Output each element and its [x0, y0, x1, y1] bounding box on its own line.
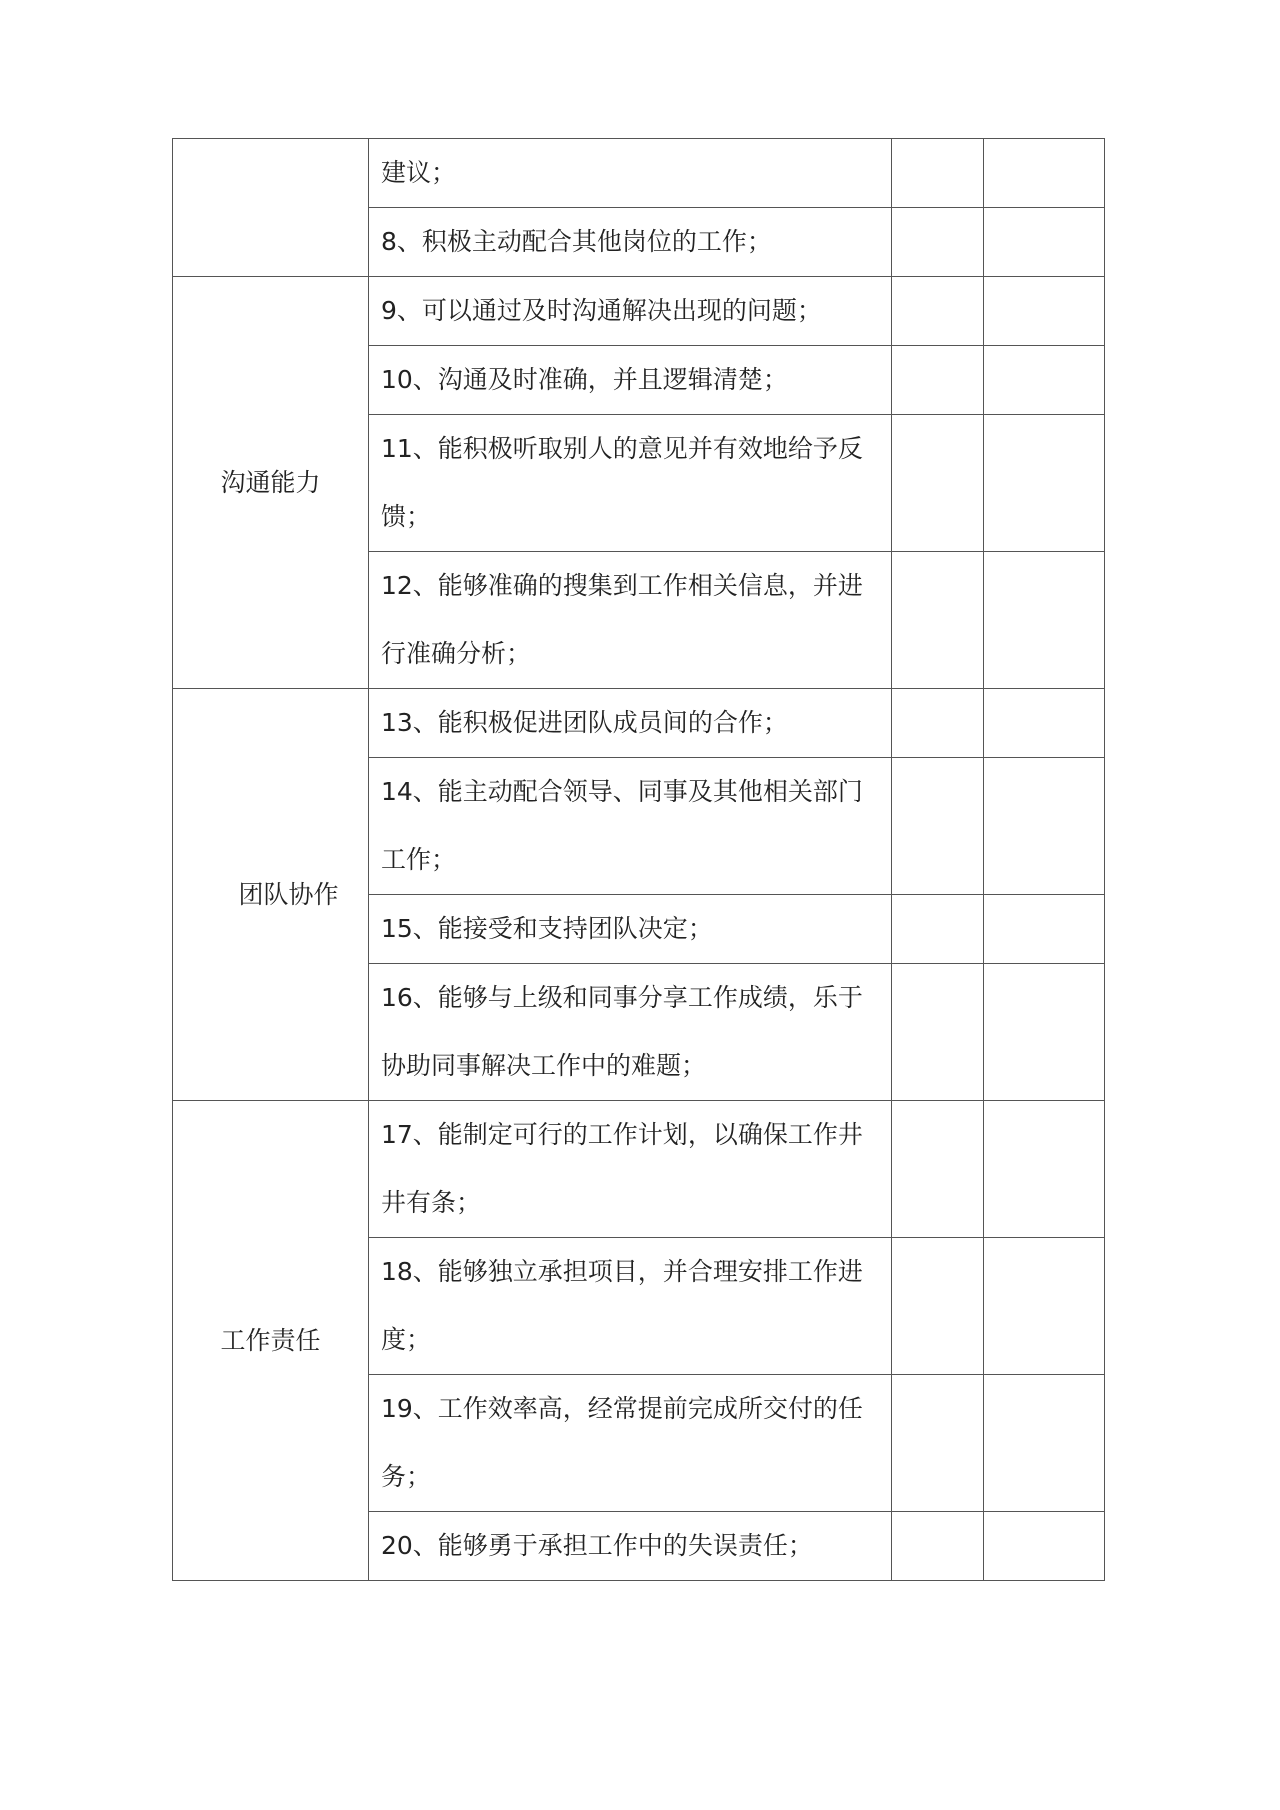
item-cell: 14、能主动配合领导、同事及其他相关部门工作；	[369, 758, 892, 895]
score-cell-2	[984, 895, 1105, 964]
item-cell: 11、能积极听取别人的意见并有效地给予反馈；	[369, 415, 892, 552]
category-cell	[173, 277, 369, 689]
score-cell-2	[984, 415, 1105, 552]
score-cell-1	[892, 964, 984, 1101]
score-cell-1	[892, 1238, 984, 1375]
table-row	[173, 1101, 1105, 1238]
score-cell-1	[892, 1375, 984, 1512]
score-cell-1	[892, 895, 984, 964]
score-cell-2	[984, 758, 1105, 895]
score-cell-1	[892, 689, 984, 758]
score-cell-1	[892, 139, 984, 208]
score-cell-1	[892, 1512, 984, 1581]
score-cell-2	[984, 1375, 1105, 1512]
category-label: 团队协作	[238, 879, 339, 909]
category-cell	[173, 689, 369, 1101]
score-cell-1	[892, 415, 984, 552]
score-cell-2	[984, 1101, 1105, 1238]
score-cell-1	[892, 277, 984, 346]
table-row	[173, 689, 1105, 758]
score-cell-2	[984, 139, 1105, 208]
score-cell-2	[984, 552, 1105, 689]
item-cell: 9、可以通过及时沟通解决出现的问题；	[369, 277, 892, 346]
score-cell-1	[892, 346, 984, 415]
score-cell-2	[984, 346, 1105, 415]
item-cell: 19、工作效率高，经常提前完成所交付的任务；	[369, 1375, 892, 1512]
table-row	[173, 139, 1105, 208]
score-cell-2	[984, 964, 1105, 1101]
score-cell-2	[984, 208, 1105, 277]
item-cell: 13、能积极促进团队成员间的合作；	[369, 689, 892, 758]
score-cell-2	[984, 1238, 1105, 1375]
score-cell-1	[892, 1101, 984, 1238]
score-cell-2	[984, 277, 1105, 346]
category-label: 沟通能力	[220, 467, 321, 497]
table-row	[173, 277, 1105, 346]
score-cell-2	[984, 1512, 1105, 1581]
category-label: 工作责任	[220, 1325, 321, 1355]
category-cell	[173, 1101, 369, 1581]
item-cell: 17、能制定可行的工作计划，以确保工作井井有条；	[369, 1101, 892, 1238]
item-cell: 20、能够勇于承担工作中的失误责任；	[369, 1512, 892, 1581]
score-cell-2	[984, 689, 1105, 758]
item-cell: 8、积极主动配合其他岗位的工作；	[369, 208, 892, 277]
item-cell: 10、沟通及时准确，并且逻辑清楚；	[369, 346, 892, 415]
item-cell: 18、能够独立承担项目，并合理安排工作进度；	[369, 1238, 892, 1375]
score-cell-1	[892, 208, 984, 277]
category-cell	[173, 139, 369, 277]
item-cell: 16、能够与上级和同事分享工作成绩，乐于协助同事解决工作中的难题；	[369, 964, 892, 1101]
score-cell-1	[892, 552, 984, 689]
item-cell: 12、能够准确的搜集到工作相关信息，并进行准确分析；	[369, 552, 892, 689]
score-cell-1	[892, 758, 984, 895]
evaluation-table	[172, 138, 1105, 1581]
item-cell: 建议；	[369, 139, 892, 208]
item-cell: 15、能接受和支持团队决定；	[369, 895, 892, 964]
